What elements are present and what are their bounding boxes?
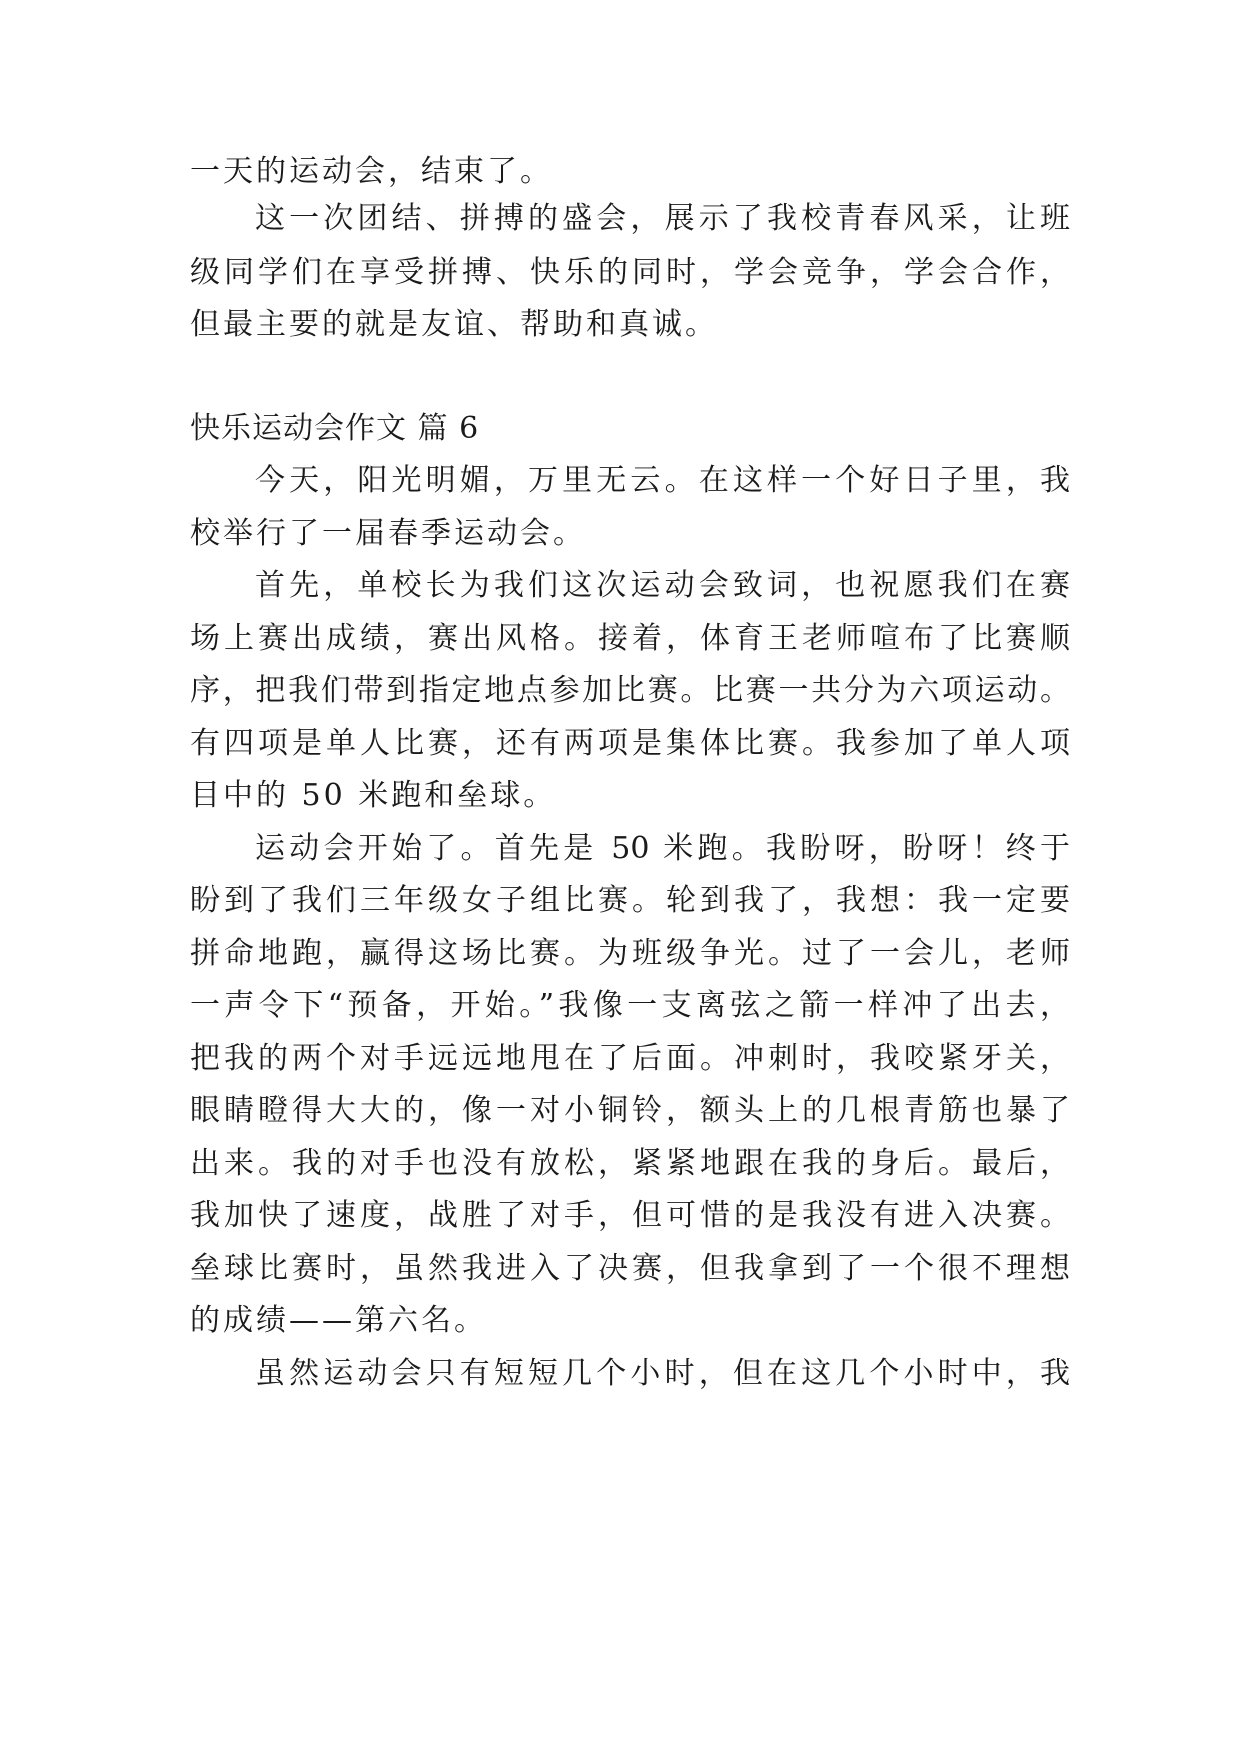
paragraph-line: 一天的运动会，结束了。 (190, 154, 553, 189)
paragraph-line: 首先，单校长为我们这次运动会致词，也祝愿我们在赛 (255, 568, 1070, 603)
paragraph-line: 垒球比赛时，虽然我进入了决赛，但我拿到了一个很不理想 (190, 1251, 1070, 1286)
paragraph-line: 拼命地跑，赢得这场比赛。为班级争光。过了一会儿，老师 (190, 936, 1070, 971)
paragraph-line: 盼到了我们三年级女子组比赛。轮到我了，我想：我一定要 (190, 883, 1070, 918)
paragraph-line: 但最主要的就是友谊、帮助和真诚。 (190, 307, 718, 342)
paragraph-line: 序，把我们带到指定地点参加比赛。比赛一共分为六项运动。 (190, 673, 1070, 708)
paragraph-line: 校举行了一届春季运动会。 (190, 516, 586, 551)
paragraph-line: 有四项是单人比赛，还有两项是集体比赛。我参加了单人项 (190, 726, 1070, 761)
section-heading: 快乐运动会作文 篇 6 (190, 411, 480, 446)
paragraph-line: 今天，阳光明媚，万里无云。在这样一个好日子里，我 (255, 463, 1070, 498)
paragraph-line: 这一次团结、拼搏的盛会，展示了我校青春风采，让班 (255, 201, 1070, 236)
paragraph-line: 出来。我的对手也没有放松，紧紧地跟在我的身后。最后， (190, 1146, 1070, 1181)
paragraph-line: 虽然运动会只有短短几个小时，但在这几个小时中，我 (255, 1356, 1070, 1391)
paragraph-line: 一声令下“预备，开始。”我像一支离弦之箭一样冲了出去， (190, 988, 1070, 1023)
paragraph-line: 眼睛瞪得大大的，像一对小铜铃，额头上的几根青筋也暴了 (190, 1093, 1070, 1128)
paragraph-line: 的成绩——第六名。 (190, 1303, 487, 1338)
paragraph-line: 运动会开始了。首先是 50 米跑。我盼呀，盼呀！终于 (255, 831, 1070, 866)
paragraph-line: 级同学们在享受拼搏、快乐的同时，学会竞争，学会合作， (190, 255, 1070, 290)
paragraph-line: 场上赛出成绩，赛出风格。接着，体育王老师喧布了比赛顺 (190, 621, 1070, 656)
paragraph-line: 把我的两个对手远远地甩在了后面。冲刺时，我咬紧牙关， (190, 1041, 1070, 1076)
paragraph-line: 我加快了速度，战胜了对手，但可惜的是我没有进入决赛。 (190, 1198, 1070, 1233)
paragraph-line: 目中的 50 米跑和垒球。 (190, 778, 557, 813)
